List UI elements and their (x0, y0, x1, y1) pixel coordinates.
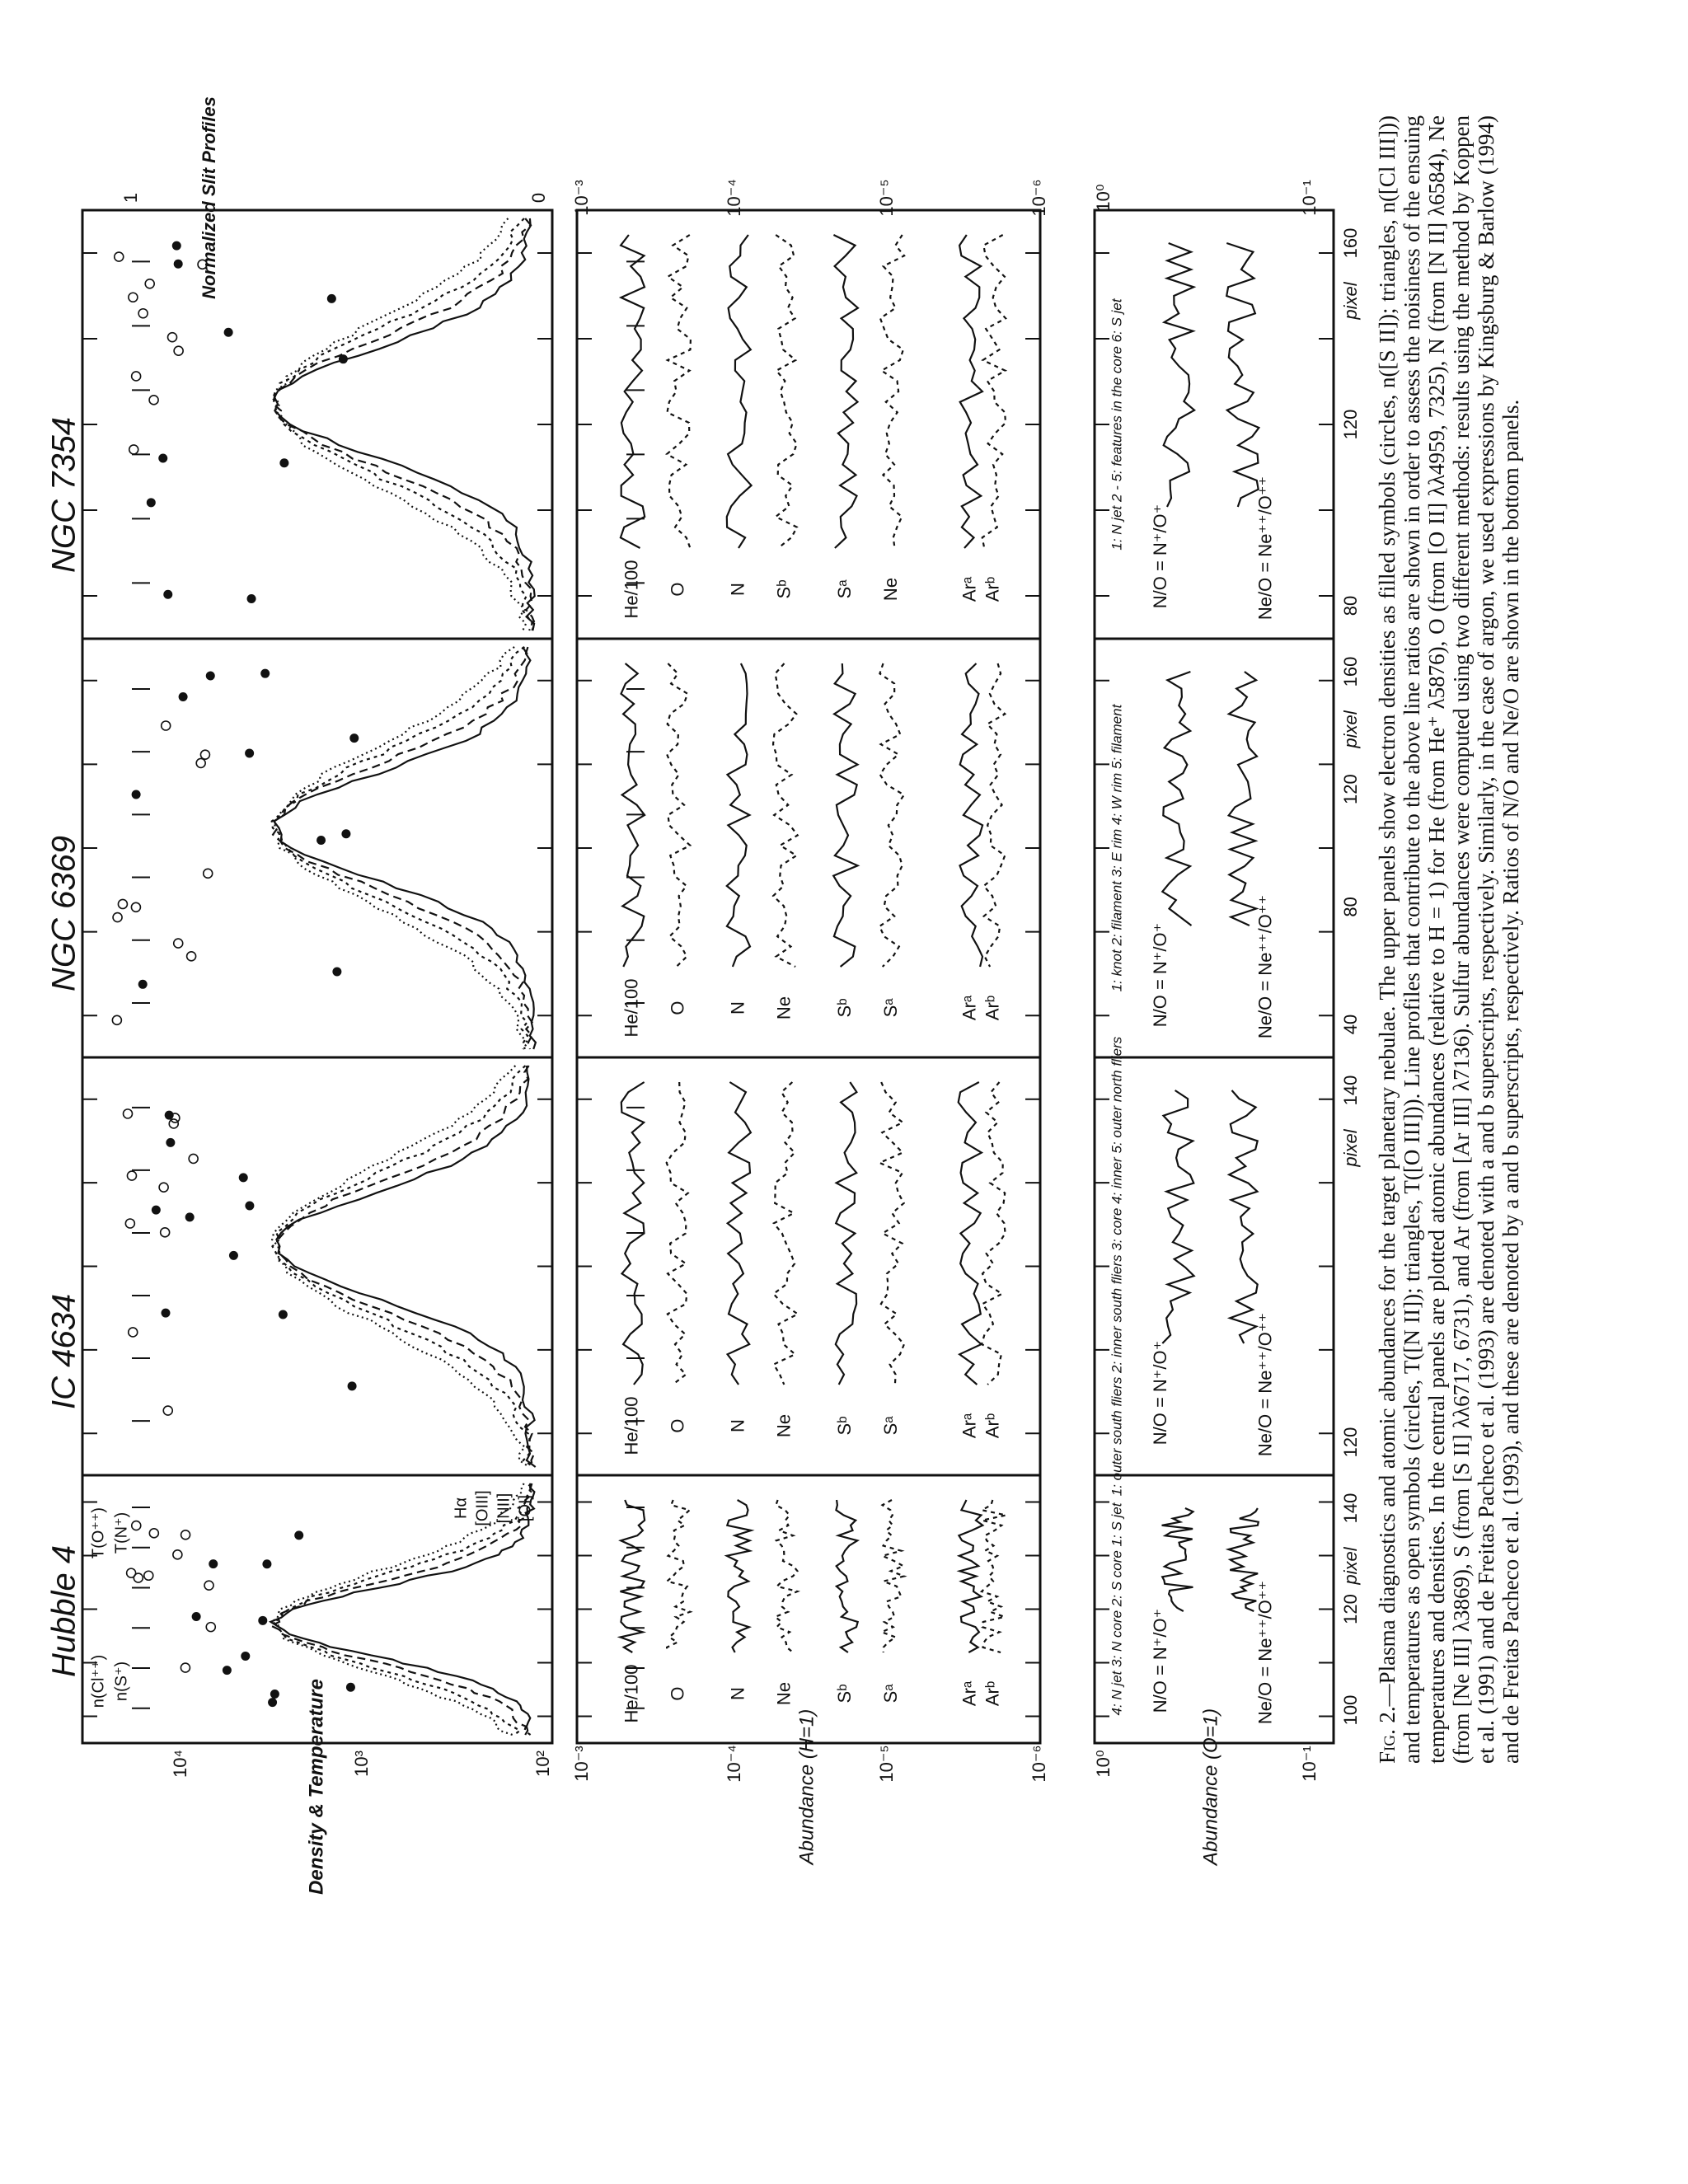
x-tick-label: 120 (1339, 1594, 1361, 1624)
abundance-label: Ne (773, 996, 795, 1020)
density-point (349, 733, 359, 743)
abundance-label: He/100 (621, 560, 642, 619)
x-tick-label: 140 (1339, 1493, 1361, 1524)
temperature-point (204, 869, 213, 878)
ratio-curve-1-0 (1162, 1090, 1193, 1343)
temperature-point (187, 952, 196, 961)
abundance-label: Sᵃ (879, 1416, 901, 1436)
profile-tick: 1 (120, 192, 141, 204)
bot-right-tick: 10⁰ (1092, 184, 1114, 212)
abundance-label: Arᵇ (982, 576, 1003, 602)
mid-y-tick: 10⁻⁵ (875, 1745, 897, 1783)
density-point (258, 1616, 267, 1625)
temperature-point (115, 252, 124, 261)
slit-profile-1-1 (278, 1066, 534, 1467)
mid-right-tick: 10⁻³ (570, 180, 592, 216)
density-point (341, 829, 350, 838)
frame-bot-3 (1095, 210, 1334, 639)
temperature-point (149, 396, 158, 405)
temperature-point (173, 1550, 182, 1559)
abundance-label: He/100 (621, 1664, 642, 1723)
abundance-track-1-5 (879, 1082, 904, 1385)
x-axis-label: pixel (1339, 1129, 1361, 1167)
temperature-point (174, 939, 183, 948)
density-point (138, 980, 148, 989)
slit-profile-3-0 (274, 218, 535, 630)
density-point (206, 671, 215, 680)
density-point (179, 692, 188, 701)
ratio-curve-0-1 (1229, 1508, 1259, 1611)
abundance-label: Sᵃ (833, 579, 855, 599)
top-y-tick: 10² (532, 1750, 553, 1777)
density-point (147, 498, 156, 507)
abundance-label: Sᵃ (879, 1684, 901, 1704)
nebula-name-0: Hubble 4 (45, 1544, 82, 1677)
slit-profile-2-1 (273, 647, 532, 1049)
density-point (348, 1381, 357, 1390)
legend-marker: n(Cl⁺⁺) (89, 1654, 108, 1708)
mid-right-tick: 10⁻⁵ (875, 179, 897, 217)
abundance-track-3-3 (776, 235, 797, 548)
frame-top-3 (82, 210, 552, 639)
bot-y-tick: 10⁻¹ (1298, 1746, 1320, 1782)
abundance-track-3-2 (727, 235, 752, 548)
density-point (327, 294, 336, 303)
nebula-name-3: NGC 7354 (45, 417, 82, 573)
density-point (316, 836, 326, 845)
x-tick-label: 40 (1339, 1014, 1361, 1035)
bot-right-tick: 10⁻¹ (1298, 180, 1320, 216)
profile-axis-label: Normalized Slit Profiles (198, 96, 219, 299)
frame-bot-0 (1095, 1475, 1334, 1743)
abundance-label: N (727, 1687, 748, 1700)
abundance-label: N (727, 1419, 748, 1432)
abundance-track-1-3 (774, 1082, 798, 1385)
mid-y-tick: 10⁻⁴ (723, 1745, 744, 1783)
density-point (279, 1310, 288, 1319)
temperature-point (118, 899, 127, 908)
temperature-point (129, 1328, 138, 1337)
abundance-label: He/100 (621, 1396, 642, 1455)
abundance-track-2-1 (667, 663, 690, 967)
density-point (294, 1530, 303, 1540)
abundance-track-3-5 (880, 235, 904, 548)
ratio-curve-2-0 (1162, 672, 1191, 926)
x-axis-label: pixel (1339, 1547, 1361, 1585)
abundance-track-0-2 (727, 1500, 752, 1652)
temperature-point (131, 902, 140, 912)
abundance-label: O (667, 582, 688, 597)
abundance-track-0-1 (667, 1500, 690, 1652)
x-axis-label: pixel (1339, 710, 1361, 748)
temperature-point (112, 1015, 121, 1024)
slit-profile-3-2 (272, 218, 532, 630)
abundance-track-0-7 (982, 1500, 1006, 1652)
legend-temp: T(O⁺⁺) (89, 1507, 108, 1559)
abundance-label: Arᵃ (959, 1413, 980, 1439)
density-point (241, 1652, 250, 1661)
x-tick-label: 120 (1339, 774, 1361, 805)
abundance-label: N (727, 1001, 748, 1015)
abundance-label: Sᵇ (833, 998, 855, 1018)
density-point (158, 454, 167, 463)
x-tick-label: 80 (1339, 595, 1361, 616)
density-point (152, 1206, 161, 1215)
density-point (268, 1698, 277, 1707)
density-point (270, 1690, 279, 1699)
abundance-label: Arᵇ (982, 1413, 1003, 1439)
frame-top-1 (82, 1057, 552, 1475)
temperature-point (125, 1219, 134, 1228)
legend-temp: T(N⁺) (112, 1511, 131, 1554)
abundance-label: Sᵇ (833, 1416, 855, 1436)
abundance-label: Sᵃ (879, 998, 901, 1018)
bot-y-axis-label: Abundance (O=1) (1199, 1708, 1222, 1866)
x-tick-label: 140 (1339, 1075, 1361, 1106)
temperature-point (127, 1568, 136, 1577)
ratio-label: N/O = N⁺/O⁺ (1150, 504, 1171, 609)
density-point (346, 1683, 355, 1692)
x-tick-label: 100 (1339, 1694, 1361, 1726)
density-point (247, 594, 256, 603)
abundance-label: O (667, 1001, 688, 1015)
x-tick-label: 160 (1339, 656, 1361, 687)
temperature-point (189, 1154, 198, 1163)
x-axis-label: pixel (1339, 282, 1361, 320)
temperature-point (204, 1581, 213, 1590)
abundance-track-2-6 (960, 663, 983, 967)
temperature-point (196, 758, 205, 767)
temperature-point (200, 750, 209, 759)
nebula-name-2: NGC 6369 (45, 836, 82, 991)
slit-profile-3-3 (274, 218, 526, 630)
abundance-label: Ne (773, 1413, 795, 1438)
legend-marker: n(S⁺) (112, 1661, 131, 1702)
temperature-point (127, 1171, 136, 1180)
frame-top-2 (82, 639, 552, 1057)
legend-line: [OIII] (473, 1490, 492, 1526)
abundance-label: He/100 (621, 978, 642, 1038)
mid-y-tick: 10⁻⁶ (1028, 1745, 1049, 1783)
density-point (209, 1559, 218, 1568)
temperature-point (123, 1109, 132, 1118)
abundance-label: Ne (773, 1681, 795, 1706)
abundance-track-0-6 (959, 1500, 982, 1652)
bot-y-tick: 10⁰ (1092, 1750, 1114, 1778)
temperature-point (174, 346, 183, 355)
abundance-track-0-3 (776, 1500, 798, 1652)
abundance-track-1-4 (836, 1082, 857, 1385)
top-y-axis-label: Density & Temperature (305, 1679, 328, 1895)
abundance-label: N (727, 583, 748, 596)
abundance-track-2-5 (879, 663, 904, 967)
ratio-curve-3-1 (1226, 243, 1259, 507)
ratio-curve-1-1 (1229, 1090, 1258, 1343)
slit-profile-1-0 (276, 1066, 535, 1467)
ratio-curve-3-0 (1164, 243, 1194, 507)
slit-profile-2-0 (274, 647, 536, 1049)
abundance-track-3-1 (667, 235, 691, 548)
temperature-point (168, 333, 177, 342)
ratio-label: N/O = N⁺/O⁺ (1150, 922, 1171, 1028)
temperature-point (129, 445, 138, 454)
temperature-point (113, 913, 122, 922)
caption-text: —Plasma diagnostics and atomic abundances for the target planetary nebulae. The upper panels show electron densities as filled symbols (circles, n([S II]); triangles, n([Cl III])) and temperatures as open symbols (circles, T([N II]); triangles, T([O III])). Line profiles that contribute to the above line ratios are shown in order to assess the noisiness of the ensuing temperatures and densities. In the central panels are plotted atomic abundances (relative to H = 1) for He (from He⁺ λ5876), O (from [O II] λλ4959, 7325), N (from [N II] λ6584), Ne (from [Ne III] λ3869), S (from [S II] λλ6717, 6731), and Ar (from [Ar III] λ7136). Sulfur abundances were computed using two different methods: results using the method by Koppen et al. (1991) and de Freitas Pacheco et al. (1993) are denoted with a and b superscripts, respectively. Similarly, in the case of argon, we used expressions by Kingsburg & Barlow (1994) and de Freitas Pacheco et al. (1993), and these are denoted by a and b superscripts, respectively. Ratios of N/O and Ne/O are shown in the bottom panels. (1375, 115, 1523, 1764)
ratio-curve-2-1 (1229, 672, 1257, 926)
temperature-point (159, 1183, 168, 1192)
temperature-point (181, 1530, 190, 1540)
x-tick-label: 160 (1339, 227, 1361, 259)
density-point (245, 1201, 254, 1210)
temperature-point (149, 1529, 158, 1538)
temperature-point (132, 1521, 141, 1530)
temperature-point (138, 309, 148, 318)
abundance-label: Arᵃ (959, 1680, 980, 1707)
x-tick-label: 120 (1339, 409, 1361, 440)
temperature-point (163, 1406, 172, 1415)
density-point (163, 590, 172, 599)
abundance-label: Arᵃ (959, 995, 980, 1021)
density-point (192, 1612, 201, 1621)
abundance-track-2-4 (833, 663, 857, 967)
density-point (229, 1251, 238, 1260)
abundance-track-1-2 (728, 1082, 751, 1385)
abundance-label: Ne (879, 577, 901, 602)
ratio-label: N/O = N⁺/O⁺ (1150, 1340, 1171, 1446)
top-y-tick: 10³ (350, 1750, 372, 1777)
figure-caption (1375, 115, 1523, 1764)
abundance-track-0-5 (882, 1500, 904, 1652)
abundance-label: Sᵇ (833, 1684, 855, 1704)
density-point (223, 1666, 232, 1675)
abundance-label: Sᵇ (773, 579, 795, 599)
mid-right-tick: 10⁻⁶ (1028, 179, 1049, 217)
density-point (260, 669, 270, 678)
legend-line: [OI] (516, 1494, 535, 1522)
temperature-point (161, 1228, 170, 1237)
abundance-track-0-4 (836, 1500, 857, 1652)
density-point (185, 1212, 195, 1221)
abundance-track-3-4 (833, 235, 858, 548)
temperature-point (144, 1571, 153, 1580)
temperature-point (169, 1119, 178, 1128)
regions-label: 1: knot 2: filament 3: E rim 4: W rim 5: filament (1109, 704, 1125, 992)
abundance-track-0-0 (621, 1500, 645, 1652)
abundance-track-3-7 (982, 235, 1006, 548)
x-tick-label: 120 (1339, 1427, 1361, 1458)
abundance-track-2-2 (727, 663, 750, 967)
ratio-curve-0-0 (1162, 1508, 1193, 1611)
temperature-point (181, 1663, 190, 1672)
temperature-point (162, 721, 171, 730)
ratio-label: N/O = N⁺/O⁺ (1150, 1608, 1171, 1713)
density-point (239, 1173, 248, 1182)
abundance-track-3-6 (959, 235, 982, 548)
temperature-point (129, 293, 138, 302)
ratio-label: Ne/O = Ne⁺⁺/O⁺⁺ (1254, 894, 1276, 1039)
abundance-track-3-0 (621, 235, 645, 548)
regions-label: 1: N jet 2 - 5: features in the core 6: S jet (1109, 298, 1125, 551)
density-point (161, 1309, 170, 1318)
abundance-label: Arᵇ (982, 1680, 1003, 1707)
ratio-label: Ne/O = Ne⁺⁺/O⁺⁺ (1254, 476, 1276, 621)
regions-label: 1: outer south fliers 2: inner south fliers 3: core 4: inner 5: outer north fliers (1109, 1036, 1125, 1497)
abundance-track-2-7 (984, 663, 1006, 967)
temperature-point (145, 279, 154, 288)
nebula-name-1: IC 4634 (45, 1293, 82, 1409)
density-point (339, 354, 348, 363)
density-point (166, 1138, 175, 1147)
abundance-track-1-6 (959, 1082, 982, 1385)
abundance-label: Arᵇ (982, 995, 1003, 1021)
ratio-label: Ne/O = Ne⁺⁺/O⁺⁺ (1254, 1312, 1276, 1457)
density-point (245, 748, 254, 757)
density-point (132, 790, 141, 799)
profile-tick: 0 (528, 192, 549, 204)
slit-profile-3-1 (273, 218, 535, 630)
caption-label: Fig. 2. (1375, 1706, 1400, 1764)
abundance-track-1-1 (667, 1082, 688, 1385)
density-point (174, 260, 183, 269)
frame-bot-2 (1095, 639, 1334, 1057)
abundance-label: O (667, 1686, 688, 1701)
abundance-label: Arᵃ (959, 576, 980, 602)
mid-y-axis-label: Abundance (H=1) (795, 1708, 818, 1865)
regions-label: 4: N jet 3: N core 2: S core 1: S jet (1109, 1502, 1125, 1716)
legend-line: [NII] (495, 1493, 513, 1524)
mid-y-tick: 10⁻³ (570, 1746, 592, 1782)
x-tick-label: 80 (1339, 897, 1361, 917)
density-point (279, 458, 288, 467)
abundance-track-1-7 (982, 1082, 1006, 1385)
top-y-tick: 10⁴ (169, 1750, 190, 1778)
ratio-label: Ne/O = Ne⁺⁺/O⁺⁺ (1254, 1580, 1276, 1725)
density-point (332, 967, 341, 976)
abundance-track-2-3 (773, 663, 798, 967)
density-point (172, 241, 181, 251)
temperature-point (132, 372, 141, 381)
frame-bot-1 (1095, 1057, 1334, 1475)
legend-line: Hα (452, 1497, 471, 1520)
frame-mid-1 (577, 1057, 1040, 1475)
density-point (262, 1559, 271, 1568)
abundance-label: O (667, 1418, 688, 1433)
temperature-point (206, 1623, 215, 1632)
density-point (224, 328, 233, 337)
mid-right-tick: 10⁻⁴ (723, 179, 744, 217)
